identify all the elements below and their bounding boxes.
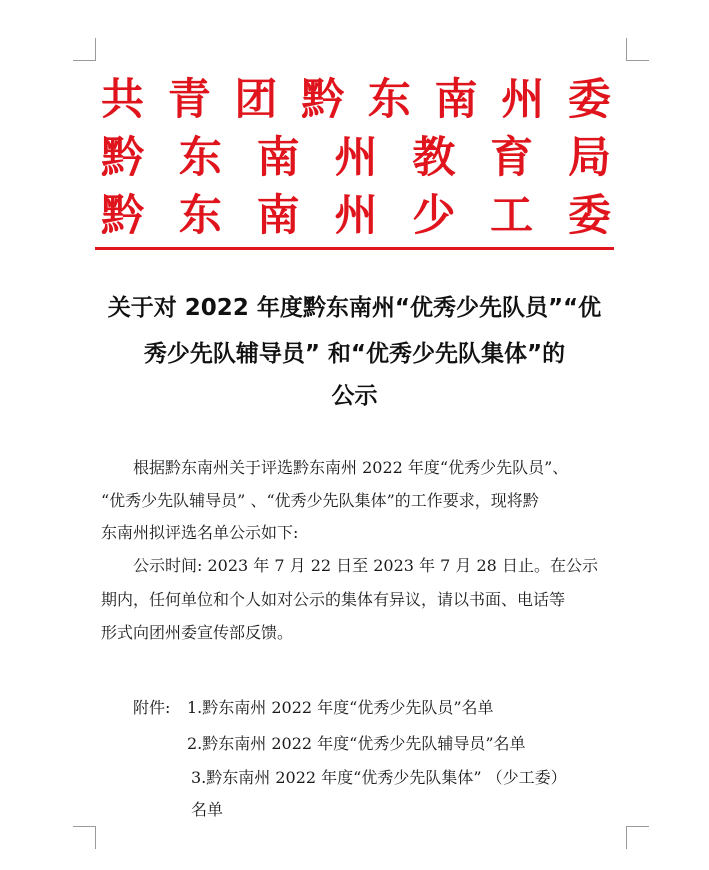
letterhead-char: 东	[178, 132, 222, 183]
body-paragraph-2-line-3: 形式向团州委宣传部反馈。	[101, 623, 294, 642]
letterhead-char: 工	[490, 190, 534, 241]
letterhead-char: 育	[490, 132, 534, 183]
letterhead-char: 南	[434, 74, 478, 125]
letterhead-char: 青	[167, 74, 211, 125]
body-paragraph-2-line-1: 公示时间: 2023 年 7 月 22 日至 2023 年 7 月 28 日止。在公示	[133, 556, 598, 575]
letterhead-char: 南	[256, 132, 300, 183]
letterhead-char: 委	[567, 190, 611, 241]
letterhead-char: 少	[412, 190, 456, 241]
letterhead-line-2	[101, 129, 611, 187]
crop-mark-bottom-right	[626, 826, 649, 849]
letterhead-char: 黔	[101, 190, 144, 241]
attachment-item-3-continued: 名单	[191, 800, 224, 819]
crop-mark-top-left	[73, 38, 96, 61]
letterhead-char: 南	[256, 190, 300, 241]
letterhead-char: 局	[567, 132, 611, 183]
letterhead-char: 州	[334, 190, 378, 241]
body-paragraph-1-line-2: “优秀少先队辅导员” 、“优秀少先队集体”的工作要求，现将黔	[101, 491, 539, 510]
body-paragraph-1-line-1: 根据黔东南州关于评选黔东南州 2022 年度“优秀少先队员”、	[133, 458, 569, 477]
crop-mark-bottom-left	[73, 826, 96, 849]
letterhead-line-1	[101, 71, 611, 129]
letterhead-char: 黔	[301, 74, 345, 125]
crop-mark-top-right	[626, 38, 649, 61]
letterhead-char: 共	[101, 74, 144, 125]
attachment-item-3: 3.黔东南州 2022 年度“优秀少先队集体” （少工委）	[191, 768, 567, 787]
letterhead-char: 团	[234, 74, 278, 125]
attachments-label: 附件:	[133, 698, 171, 717]
letterhead-char: 东	[367, 74, 411, 125]
letterhead-char: 教	[412, 132, 456, 183]
attachment-item-1: 1.黔东南州 2022 年度“优秀少先队员”名单	[187, 698, 494, 717]
letterhead-line-3	[101, 187, 611, 245]
letterhead-char: 州	[334, 132, 378, 183]
letterhead-red-rule	[95, 247, 614, 250]
body-paragraph-1-line-3: 东南州拟评选名单公示如下:	[101, 523, 299, 542]
document-title-line-2: 秀少先队辅导员” 和“优秀少先队集体”的	[143, 341, 566, 367]
document-title-line-3: 公示	[331, 383, 378, 409]
letterhead-char: 东	[178, 190, 222, 241]
document-title-line-1: 关于对 2022 年度黔东南州“优秀少先队员”“优	[107, 295, 602, 321]
body-paragraph-2-line-2: 期内，任何单位和个人如对公示的集体有异议，请以书面、电话等	[101, 590, 566, 609]
letterhead-char: 委	[567, 74, 611, 125]
letterhead-char: 州	[501, 74, 545, 125]
attachment-item-2: 2.黔东南州 2022 年度“优秀少先队辅导员”名单	[187, 734, 526, 753]
letterhead-char: 黔	[101, 132, 144, 183]
